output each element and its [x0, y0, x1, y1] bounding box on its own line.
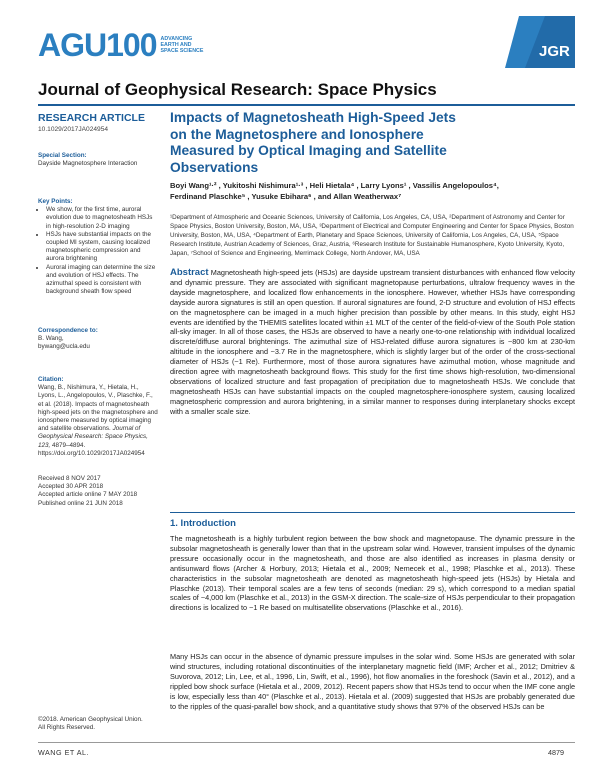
key-points [38, 198, 158, 296]
copyright-line: ©2018. American Geophysical Union. [38, 716, 143, 723]
page-number: 4879 [548, 748, 564, 757]
jgr-badge-icon [505, 16, 575, 68]
special-section [38, 152, 158, 168]
agu100-logo [38, 22, 205, 68]
header-rule [38, 104, 575, 106]
footer-author: WANG ET AL. [38, 748, 90, 757]
authors-line: Ferdinand Plaschke⁵ , Yusuke Ebihara⁶ , and Allan Weatherwax⁷ [170, 191, 402, 201]
body-paragraph: Many HSJs can occur in the absence of dynamic pressure impulses in the solar wind. Some HSJs are generated with solar wind structures, including rotational discontinuities of the interplanetary magnetic field (IMF; Archer et al., 2012; Dmitriev & Suvorova, 2012; Lin, Lee, et al., 1996, Lin, Swift, et al., 1996), hot flow anomalies in the foreshock (Savin et al., 2012), and a rippled bow shock surface (Hietala et al., 2009, 2012). Recent papers show that HSJs tend to occur when the IMF cone angle is low, especially less than 40° (Plaschke et al., 2013). Hietala et al. (2009) suggested that HSJs are probably generated due to the ripples of the quasi-parallel bow shock, and a quantitative study shows that 97% of the observed HSJs can be [170, 652, 575, 711]
correspondence-email[interactable]: bywang@ucla.edu [38, 343, 90, 351]
date-published: Published online 21 JUN 2018 [38, 499, 123, 507]
badge-text: JGR [539, 43, 570, 60]
key-point: • We show, for the first time, auroral evolution due to magnetosheath HSJs in high-resolution 2-D imaging [46, 206, 158, 231]
copyright [38, 716, 158, 732]
author-list [170, 181, 575, 202]
doi[interactable]: 10.1029/2017JA024954 [38, 126, 109, 133]
section-heading: 1. Introduction [170, 518, 236, 529]
footer-rule [38, 742, 575, 743]
date-received: Received 8 NOV 2017 [38, 475, 101, 482]
journal-title: Journal of Geophysical Research: Space Physics [38, 80, 437, 99]
logo-agu: AGU [38, 26, 107, 63]
correspondence-name: B. Wang, [38, 335, 64, 343]
citation-pages[interactable]: 4879–4894. https://doi.org/10.1029/2017JA024954 [38, 441, 145, 457]
citation-text: Wang, B., Nishimura, Y., Hietala, H., Lyons, L., Angelopoulos, V., Plaschke, F., et al. (2018). Impacts of magnetosheath high-speed jets on the magnetosphere and ionosphere measured by optical imaging and satellite observations. [38, 384, 158, 433]
key-points-heading: Key Points: [38, 198, 73, 205]
abstract [170, 268, 575, 417]
special-section-text: Dayside Magnetosphere Interaction [38, 160, 138, 168]
citation-heading: Citation: [38, 376, 64, 383]
affiliations: ¹Department of Atmospheric and Oceanic Sciences, University of California, Los Angeles, CA, USA, ²Department of Astronomy and Center for Space Physics, Boston University, Boston, MA, USA, ³Department of Electrical and Computer Engineering and Center for Space Physics, Boston University, Boston, MA, USA, ⁴Department of Earth, Planetary and Space Sciences, University of California, Los Angeles, CA, USA, ⁵Space Research Institute, Austrian Academy of Sciences, Graz, Austria, ⁶Research Institute for Sustainable Humanosphere, Kyoto University, Kyoto, Japan, ⁷School of Science and Engineering, Merrimack College, North Andover, MA, USA [170, 214, 574, 257]
article-type: RESEARCH ARTICLE [38, 112, 145, 124]
logo-tagline: ADVANCING EARTH AND SPACE SCIENCE [160, 36, 204, 54]
key-point: • HSJs have substantial impacts on the coupled MI system, causing localized magnetospheric compression and aurora brightening [46, 231, 158, 264]
correspondence-heading: Correspondence to: [38, 327, 98, 334]
abstract-label: Abstract [170, 267, 209, 278]
authors-line: Boyi Wang¹·² , Yukitoshi Nishimura¹·³ , Heli Hietala⁴ , Larry Lyons¹ , Vassilis Angelopoulos⁴, [170, 181, 499, 190]
article-dates [38, 475, 158, 508]
citation [38, 376, 158, 458]
body-paragraph: The magnetosheath is a highly turbulent region between the bow shock and magnetopause. The dynamic pressure in the subsolar magnetosheath is generally lower than that in the upstream solar wind. However, transient impulses of the dynamic pressure occasionally occur in the magnetosheath, and those are also identified as increases in plasma density or antisunward flows (Archer & Horbury, 2013; Hietala et al., 2009; Nemecek et al., 1998; Plaschke et al., 2013). These characteristics in the subsolar magnetosheath are denoted as magnetosheath high-speed jets (HSJs) by Hietala and Plaschke (2013). Their temporal scales are a few tens of seconds (median: 29 s), which correspond to a median spatial scales of ~4,000 km (Plaschke et al., 2013) in the GSM-X direction. The scale-size of HSJs perpendicular to their propagation directions is localized to ~1 Re based on multisatellite observations (Plaschke et al., 2016). [170, 534, 575, 613]
article-title: Impacts of Magnetosheath High-Speed Jets on the Magnetosphere and Ionosphere Measured by Optical Imaging and Satellite Observations [170, 110, 456, 175]
key-point: • Auroral imaging can determine the size and evolution of HSJ effects. The azimuthal speed is consistent with background sheath flow speed [46, 264, 158, 297]
section-rule [170, 512, 575, 513]
date-accepted-online: Accepted article online 7 MAY 2018 [38, 491, 138, 499]
correspondence [38, 327, 158, 352]
date-accepted: Accepted 30 APR 2018 [38, 483, 104, 491]
citation-journal: Journal of Geophysical Research: Space Physics, 123, [38, 425, 148, 449]
copyright-line: All Rights Reserved. [38, 724, 96, 732]
abstract-text: Magnetosheath high-speed jets (HSJs) are dayside upstream transient disturbances with enhanced flow velocity and dynamic pressure. They are associated with significant magnetopause perturbations, ultralow frequency waves in the dayside magnetosphere, and localized flow enhancements in the ionosphere. However, whether HSJs have corresponding dayside aurora signatures is still an open question. If auroral signatures are found, 2-D structure and evolution of HSJ effects on the magnetosphere can be imaged in a much higher precision than possible by other means. In this study, eight HSJ events are identified by the THEMIS satellites located within ±1 MLT of the center of the field-of-view of the South Pole station all-sky imager. In all of those cases, the HSJs are observed to have a nearly one-to-one relationship with individual localized discrete/diffuse auroral brightenings. The azimuthal size of HSJ-related diffuse aurora signatures is ~800 km at 230-km altitude in the ionosphere and ~3.7 Re in the magnetosphere, which is slightly larger but of the order of the cross-sectional diameter of HSJs (~1 Re). Furthermore, most of those aurora signatures have azimuthal motion, whose magnitude and direction agree with magnetosheath background flows. This study for the first time shows high-resolution, two-dimensional observations of localized structure and fast propagation of precipitation due to magnetosheath HSJs. We conclude that magnetosheath HSJs can have substantial impacts on the coupled magnetosphere-ionosphere system, causing localized magnetospheric compression and aurora brightening, in a similar manner to responses during interplanetary shocks except with a smaller scale size. [170, 268, 575, 416]
special-section-heading: Special Section: [38, 152, 87, 159]
logo-100: 100 [106, 26, 157, 63]
